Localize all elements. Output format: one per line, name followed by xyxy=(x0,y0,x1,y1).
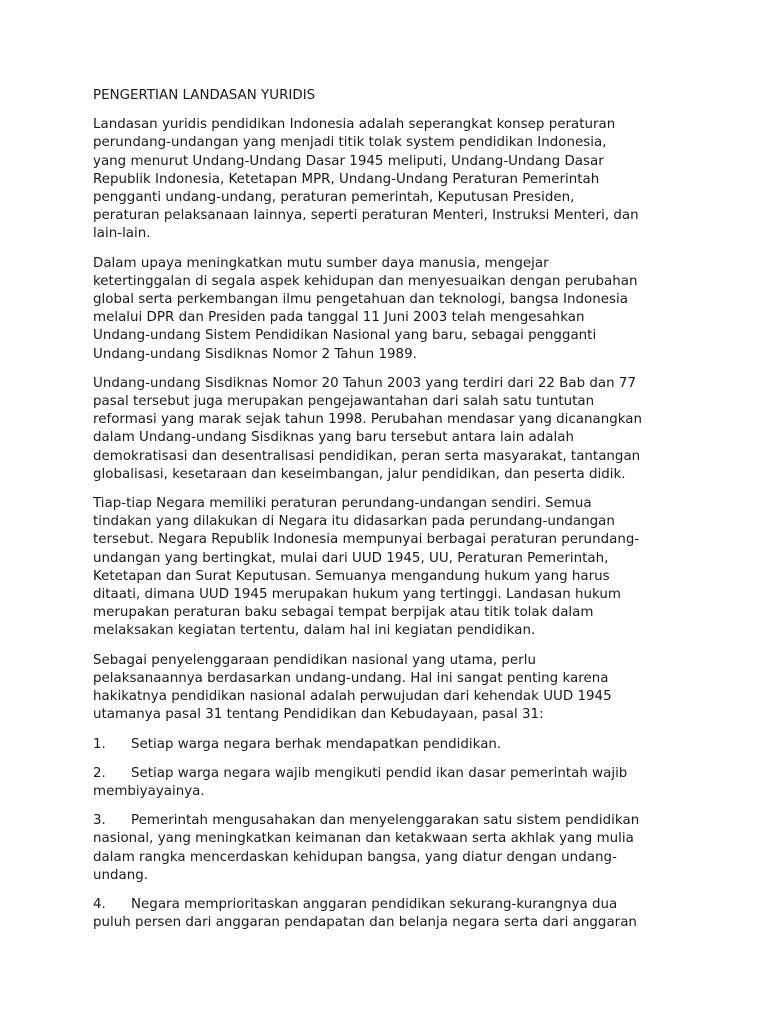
list-text: Negara memprioritaskan anggaran pendidikan sekurang-kurangnya dua xyxy=(131,896,618,912)
text-line: ditaati, dimana UUD 1945 merupakan hukum yang tertinggi. Landasan hukum xyxy=(93,587,621,603)
text-line: lain-lain. xyxy=(93,226,151,242)
text-line: pasal tersebut juga merupakan pengejawantahan dari salah satu tuntutan xyxy=(93,394,595,410)
document-title: PENGERTIAN LANDASAN YURIDIS xyxy=(93,88,316,103)
text-line: Tiap-tiap Negara memiliki peraturan perundang-undangan sendiri. Semua xyxy=(93,496,592,512)
text-line: Undang-undang Sistem Pendidikan Nasional yang baru, sebagai pengganti xyxy=(93,328,597,344)
list-number: 4. xyxy=(93,896,106,912)
text-line xyxy=(93,812,679,830)
paragraph-1 xyxy=(93,116,679,243)
list-item-4 xyxy=(93,896,679,932)
document-body xyxy=(93,87,679,943)
text-line: Landasan yuridis pendidikan Indonesia adalah seperangkat konsep peraturan xyxy=(93,117,616,133)
text-line: yang menurut Undang-Undang Dasar 1945 meliputi, Undang-Undang Dasar xyxy=(93,153,604,169)
paragraph-2 xyxy=(93,255,679,364)
text-line: undang. xyxy=(93,867,149,883)
list-number: 3. xyxy=(93,813,106,829)
text-line: puluh persen dari anggaran pendapatan dan belanja negara serta dari anggaran xyxy=(93,915,637,931)
text-line: dalam rangka mencerdaskan kehidupan bangsa, yang diatur dengan undang- xyxy=(93,849,617,865)
text-line: pengganti undang-undang, peraturan pemerintah, Keputusan Presiden, xyxy=(93,190,575,206)
text-line: Republik Indonesia, Ketetapan MPR, Undang-Undang Peraturan Pemerintah xyxy=(93,171,600,187)
list-number: 2. xyxy=(93,765,106,781)
paragraph-3 xyxy=(93,375,679,484)
text-line: melalui DPR dan Presiden pada tanggal 11 Juni 2003 telah mengesahkan xyxy=(93,310,585,326)
text-line: dalam Undang-undang Sisdiknas yang baru tersebut antara lain adalah xyxy=(93,430,574,446)
paragraph-4 xyxy=(93,495,679,641)
list-item-2 xyxy=(93,765,679,801)
text-line: utamanya pasal 31 tentang Pendidikan dan Kebudayaan, pasal 31: xyxy=(93,707,544,723)
text-line: Undang-undang Sisdiknas Nomor 20 Tahun 2003 yang terdiri dari 22 Bab dan 77 xyxy=(93,375,637,391)
text-line: undangan yang bertingkat, mulai dari UUD 1945, UU, Peraturan Pemerintah, xyxy=(93,550,609,566)
text-line xyxy=(93,765,679,783)
text-line: Sebagai penyelenggaraan pendidikan nasional yang utama, perlu xyxy=(93,652,536,668)
text-line: merupakan peraturan baku sebagai tempat berpijak atau titik tolak dalam xyxy=(93,605,594,621)
list-item-1 xyxy=(93,736,679,754)
text-line: pelaksanaannya berdasarkan undang-undang. Hal ini sangat penting karena xyxy=(93,670,609,686)
text-line: hakikatnya pendidikan nasional adalah perwujudan dari kehendak UUD 1945 xyxy=(93,689,612,705)
text-line xyxy=(93,736,679,754)
text-line: tersebut. Negara Republik Indonesia mempunyai berbagai peraturan perundang- xyxy=(93,532,640,548)
list-text: Pemerintah mengusahakan dan menyelenggarakan satu sistem pendidikan xyxy=(131,813,640,829)
text-line: global serta perkembangan ilmu pengetahuan dan teknologi, bangsa Indonesia xyxy=(93,292,628,308)
text-line: melaksakan kegiatan tertentu, dalam hal ini kegiatan pendidikan. xyxy=(93,623,536,639)
text-line: Undang-undang Sisdiknas Nomor 2 Tahun 1989. xyxy=(93,346,417,362)
text-line: Dalam upaya meningkatkan mutu sumber daya manusia, mengejar xyxy=(93,255,549,271)
text-line: nasional, yang meningkatkan keimanan dan ketakwaan serta akhlak yang mulia xyxy=(93,831,634,847)
list-item-3 xyxy=(93,812,679,885)
text-line: globalisasi, kesetaraan dan keseimbangan, jalur pendidikan, dan peserta didik. xyxy=(93,466,626,482)
text-line: Ketetapan dan Surat Keputusan. Semuanya mengandung hukum yang harus xyxy=(93,568,610,584)
text-line: peraturan pelaksanaan lainnya, seperti peraturan Menteri, Instruksi Menteri, dan xyxy=(93,208,639,224)
paragraph-5 xyxy=(93,652,679,725)
text-line: reformasi yang marak sejak tahun 1998. Perubahan mendasar yang dicanangkan xyxy=(93,412,643,428)
list-number: 1. xyxy=(93,736,106,752)
text-line xyxy=(93,896,679,914)
list-text: Setiap warga negara wajib mengikuti pendid ikan dasar pemerintah wajib xyxy=(131,765,628,781)
text-line: demokratisasi dan desentralisasi pendidikan, peran serta masyarakat, tantangan xyxy=(93,448,641,464)
text-line: perundang-undangan yang menjadi titik tolak system pendidikan Indonesia, xyxy=(93,135,607,151)
text-line: ketertinggalan di segala aspek kehidupan dan menyesuaikan dengan perubahan xyxy=(93,273,638,289)
text-line: membiyayainya. xyxy=(93,783,205,799)
text-line: tindakan yang dilakukan di Negara itu didasarkan pada perundang-undangan xyxy=(93,514,615,530)
list-text: Setiap warga negara berhak mendapatkan pendidikan. xyxy=(131,736,502,752)
